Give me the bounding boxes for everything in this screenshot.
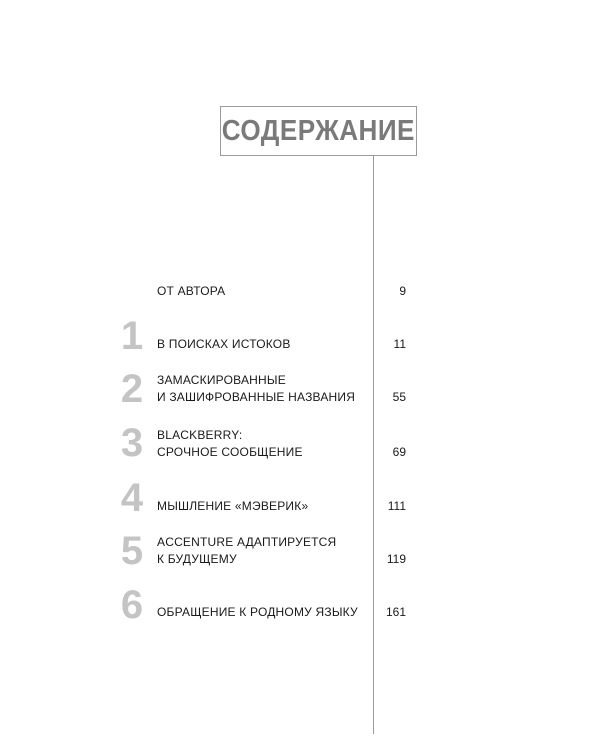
- chapter-number: 6: [120, 583, 144, 627]
- toc-entry-page: 161: [385, 605, 406, 619]
- chapter-number: 3: [120, 421, 144, 465]
- chapter-number: 1: [120, 314, 144, 358]
- vertical-divider: [373, 156, 374, 734]
- toc-entry-title-line-2: СРОЧНОЕ СООБЩЕНИЕ: [157, 445, 303, 459]
- toc-entry-title: В ПОИСКАХ ИСТОКОВ: [157, 337, 291, 351]
- toc-entry-page: 119: [386, 552, 406, 566]
- chapter-number: 2: [120, 367, 144, 411]
- chapter-number: 4: [120, 476, 144, 520]
- toc-entry-page: 9: [399, 284, 406, 298]
- toc-entry-title: ОТ АВТОРА: [157, 284, 226, 298]
- toc-entry-title-line-2: К БУДУЩЕМУ: [157, 552, 237, 566]
- toc-entry-page: 11: [393, 337, 406, 351]
- toc-entry-title-line-2: И ЗАШИФРОВАННЫЕ НАЗВАНИЯ: [157, 390, 356, 404]
- toc-entry-page: 55: [392, 390, 406, 404]
- toc-entry-title-line-1: ACCENTURE АДАПТИРУЕТСЯ: [157, 535, 337, 549]
- toc-entry-title: ОБРАЩЕНИЕ К РОДНОМУ ЯЗЫКУ: [157, 605, 358, 619]
- toc-entry-title-line-1: BLACKBERRY:: [157, 428, 243, 442]
- page-title: СОДЕРЖАНИЕ: [221, 114, 416, 147]
- toc-entry-page: 111: [387, 499, 406, 513]
- title-box: [220, 106, 417, 156]
- toc-entry-title: МЫШЛЕНИЕ «МЭВЕРИК»: [157, 499, 309, 513]
- toc-entry-page: 69: [392, 445, 406, 459]
- toc-entry-title-line-1: ЗАМАСКИРОВАННЫЕ: [157, 373, 286, 387]
- chapter-number: 5: [120, 529, 144, 573]
